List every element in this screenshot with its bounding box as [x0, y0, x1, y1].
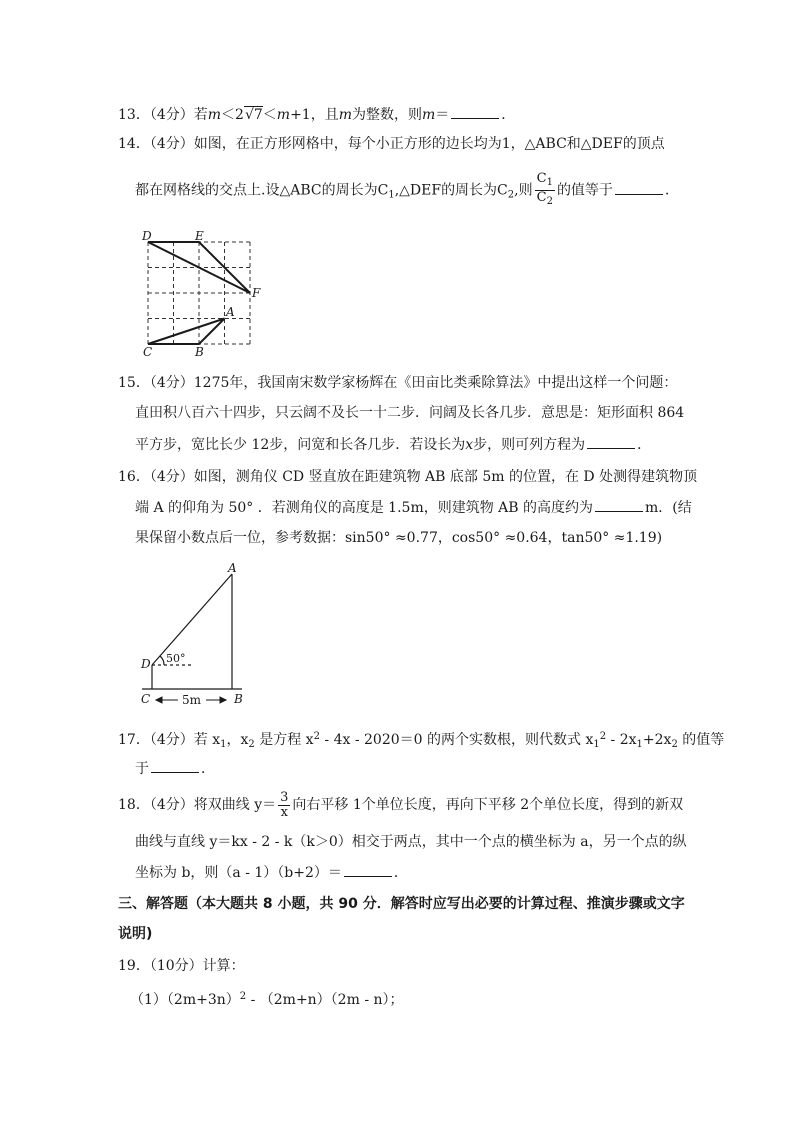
q19-title: 计算：	[202, 958, 245, 974]
q14-text: 都在网格线的交点上.设△ABC的周长为C	[135, 182, 389, 199]
label-b: B	[195, 345, 204, 359]
q18-text: ．	[393, 865, 408, 881]
q17-score: （4分）	[149, 732, 194, 748]
q13-text: +1，且	[290, 107, 339, 123]
q18-text: 曲线与直线 y＝kx - 2 - k（k＞0）相交于两点，其中一个点的横坐标为 a，另一个点的纵	[135, 834, 687, 850]
q13-score: （4分）	[149, 107, 194, 123]
section-3-heading	[118, 894, 685, 914]
question-15-line3	[135, 434, 651, 455]
q13-var: m	[338, 107, 352, 123]
question-16-line1	[118, 467, 697, 487]
q14-number: 14．	[118, 136, 150, 152]
q13-text: ＜2	[221, 107, 244, 123]
q16-score: （4分）	[149, 469, 194, 485]
q19-number: 19．	[118, 958, 150, 974]
q14-answer-blank[interactable]	[615, 180, 663, 195]
q17-sub: 1	[636, 739, 643, 750]
q15-text: ．	[637, 437, 652, 453]
section-3-heading-line2	[118, 924, 152, 944]
label-d: D	[141, 657, 151, 671]
q16-text: 如图，测角仪 CD 竖直放在距建筑物 AB 底部 5m 的位置，在 D 处测得建筑物顶	[193, 469, 698, 485]
q17-text: ．	[201, 761, 215, 777]
q14-sub: 2	[507, 189, 515, 201]
q15-score: （4分）	[149, 375, 194, 391]
q13-text: ＜	[262, 107, 277, 123]
q14-fraction	[535, 172, 555, 209]
q17-text: - 2x	[606, 732, 637, 748]
q18-fraction	[278, 791, 290, 820]
label-a: A	[228, 561, 237, 575]
arrow-left	[156, 697, 162, 703]
q14-frac-den: C	[536, 190, 547, 205]
q17-number: 17．	[118, 732, 150, 748]
question-15-line1	[118, 373, 677, 393]
q13-var: m	[207, 107, 222, 123]
label-d: D	[142, 229, 152, 243]
question-17-line2	[135, 758, 215, 779]
question-14-line2	[135, 172, 679, 211]
question-13	[118, 104, 515, 125]
q14-frac-num: C	[536, 171, 547, 186]
label-b: B	[234, 692, 243, 706]
q13-text: 为整数，则	[352, 107, 422, 123]
q14-text: 如图，在正方形网格中，每个小正方形的边长均为1，△ABC和△DEF的顶点	[193, 136, 665, 152]
question-19	[118, 956, 245, 976]
q17-sub: 2	[671, 739, 678, 750]
q14-grid-figure	[138, 228, 273, 360]
distance-label: 5m	[182, 693, 202, 707]
q17-text: - 4x - 2020＝0 的两个实数根，则代数式 x	[319, 732, 594, 748]
label-c: C	[141, 692, 151, 706]
q16-text: 端 A 的仰角为 50° ．若测角仪的高度是 1.5m，则建筑物 AB 的高度约为	[135, 500, 594, 516]
question-18-line2	[135, 832, 687, 852]
q19-part1-sup: 2	[239, 991, 247, 1002]
q14-text: ,则	[514, 182, 533, 199]
q17-sup: 2	[313, 731, 320, 742]
q16-answer-blank[interactable]	[595, 497, 643, 512]
q18-answer-blank[interactable]	[344, 862, 392, 877]
q18-text: 将双曲线 y＝	[193, 797, 277, 813]
q13-sqrt: √7	[244, 107, 263, 123]
q15-text: 步，则可列方程为	[473, 437, 586, 453]
section-3-line2: 说明)	[118, 926, 153, 942]
q15-text: 平方步，宽比长少 12步，问宽和长各几步．若设长为	[135, 437, 466, 453]
q17-text: +2x	[642, 732, 672, 748]
q17-sub: 1	[593, 739, 600, 750]
angle-label: 50°	[166, 652, 186, 665]
q17-sub: 1	[220, 739, 227, 750]
q14-text: 的值等于	[556, 182, 613, 199]
line-da	[152, 574, 232, 665]
question-14-line1	[118, 134, 665, 154]
q19-part1-text: - （2m+n）（2m - n）；	[246, 992, 404, 1008]
q13-var: m	[276, 107, 291, 123]
q16-text: m．(结	[645, 500, 692, 516]
q17-text: 是方程 x	[254, 732, 314, 748]
q18-score: （4分）	[149, 797, 194, 813]
q17-answer-blank[interactable]	[151, 758, 199, 773]
q17-sub: 2	[248, 739, 255, 750]
q19-score: （10分）	[149, 958, 203, 974]
q13-answer-blank[interactable]	[451, 104, 499, 119]
q17-sup: 2	[599, 731, 607, 742]
q15-number: 15．	[118, 375, 150, 391]
question-15-line2	[135, 403, 684, 423]
q19-part1-text: （1）（2m+3n）	[130, 992, 240, 1008]
question-18-line3	[135, 862, 408, 883]
q13-radicand: 7	[253, 107, 263, 123]
q13-text: 若	[193, 107, 208, 123]
label-e: E	[195, 229, 204, 243]
q18-frac-num: 3	[280, 789, 289, 805]
q18-text: 坐标为 b，则（a - 1）（b+2）＝	[135, 865, 342, 881]
q15-answer-blank[interactable]	[587, 434, 635, 449]
label-f: F	[252, 286, 261, 300]
q17-text: ，x	[226, 732, 249, 748]
arrow-right	[220, 697, 226, 703]
question-18-line1	[118, 790, 683, 820]
q18-frac-den: x	[280, 804, 288, 820]
q15-var: x	[465, 437, 474, 453]
q13-var: m	[422, 107, 436, 123]
section-3-line1: 三、解答题（本大题共 8 小题，共 90 分．解答时应写出必要的计算过程、推演步骤或文字	[118, 896, 685, 912]
q16-text: 果保留小数点后一位，参考数据：sin50° ≈0.77，cos50° ≈0.64，tan50° ≈1.19)	[135, 530, 663, 546]
q18-number: 18．	[118, 797, 150, 813]
question-16-line2	[135, 497, 692, 518]
question-17-line1	[118, 727, 724, 755]
q13-text: ．	[501, 107, 516, 123]
q14-frac-den-sub: 2	[546, 196, 553, 207]
triangle-abc	[148, 319, 225, 345]
q13-number: 13．	[118, 107, 150, 123]
q14-text: ．	[664, 182, 679, 199]
q14-grid-lines	[148, 242, 250, 344]
label-a: A	[226, 305, 235, 319]
q17-text: 的值等	[677, 732, 725, 748]
q13-text: ＝	[435, 107, 450, 123]
q15-text: 直田积八百六十四步，只云阔不及长一十二步．问阔及长各几步．意思是：矩形面积 864	[135, 405, 685, 421]
q14-sub: 1	[388, 189, 395, 201]
q15-text: 1275年，我国南宋数学家杨辉在《田亩比类乘除算法》中提出这样一个问题：	[193, 375, 678, 391]
label-c: C	[143, 345, 153, 359]
q18-text: 向右平移 1个单位长度，再向下平移 2个单位长度，得到的新双	[292, 797, 684, 813]
q14-text: ,△DEF的周长为C	[394, 182, 508, 199]
q14-frac-num-sub: 1	[546, 177, 553, 188]
q14-score: （4分）	[149, 136, 194, 152]
q17-text: 于	[135, 761, 149, 777]
question-19-part1	[130, 987, 404, 1010]
question-16-line3	[135, 528, 662, 548]
q17-text: 若 x	[193, 732, 221, 748]
q16-building-figure	[136, 560, 256, 708]
angle-arc	[160, 656, 164, 665]
q16-number: 16．	[118, 469, 150, 485]
